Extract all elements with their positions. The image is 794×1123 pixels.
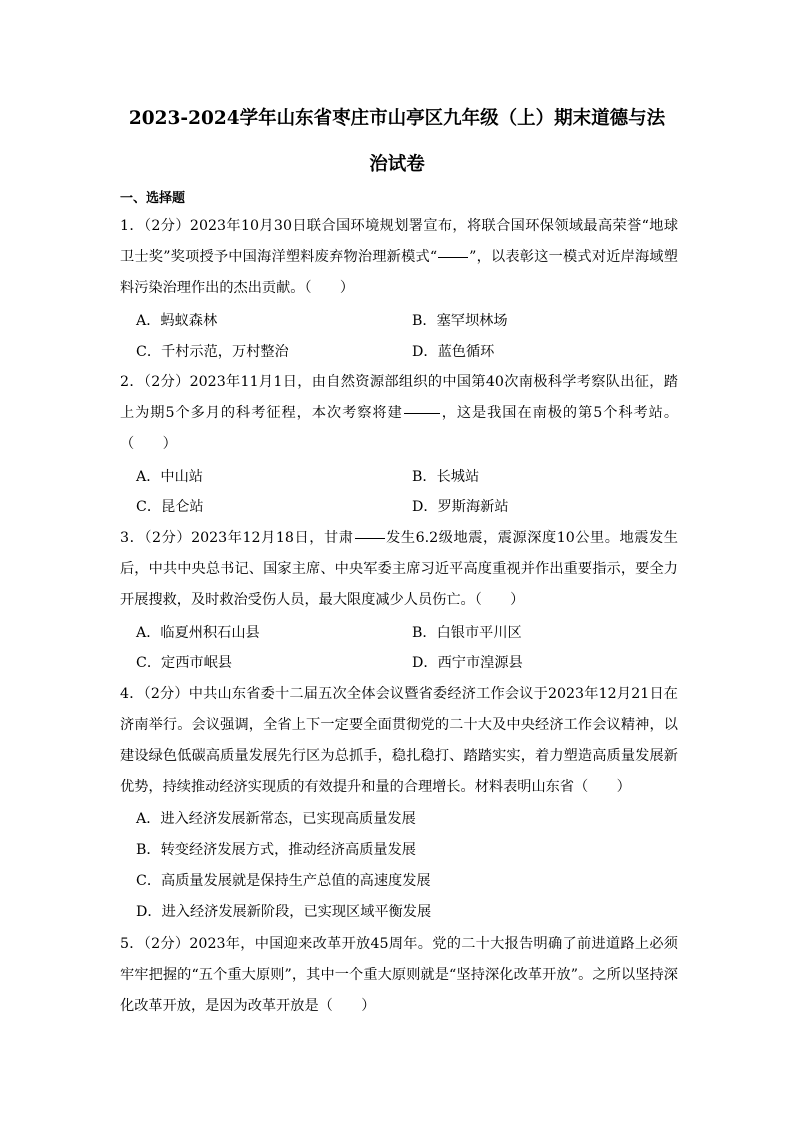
title-line-1: 2023-2024学年山东省枣庄市山亭区九年级（上）期末道德与法 (128, 108, 666, 129)
option-b: B．塞罕坝林场 (412, 313, 508, 329)
option-c: C．定西市岷县 (136, 655, 232, 671)
question-text: 2023年10月30日联合国环境规划署宣布，将联合国环保领域最高荣誉“地球卫士奖”奖项授予中国海洋塑料废弃物治理新模式“ (120, 218, 679, 265)
question-number: 4． (120, 686, 144, 702)
answer-blank (355, 537, 385, 539)
option-d: D．蓝色循环 (412, 344, 495, 360)
question-2 (120, 367, 678, 460)
question-score: （2分） (143, 686, 189, 702)
option-a: A．中山站 (136, 469, 203, 485)
option-d: D．进入经济发展新阶段，已实现区域平衡发展 (136, 904, 432, 920)
option-b: B．白银市平川区 (412, 625, 522, 641)
question-text: 2023年12月18日，甘肃 (191, 530, 354, 546)
question-number: 2． (120, 374, 144, 390)
option-c: C．高质量发展就是保持生产总值的高速度发展 (136, 873, 431, 889)
option-d: D．罗斯海新站 (412, 499, 509, 515)
option-d: D．西宁市湟源县 (412, 655, 523, 671)
option-b: B．长城站 (412, 469, 480, 485)
question-text: 2023年，中国迎来改革开放45周年。党的二十大报告明确了前进道路上必须牢牢把握的“五个重大原则”，其中一个重大原则就是“坚持深化改革开放”。之所以坚持深化改革开放，是因为改革开放是（ ） (120, 936, 678, 1014)
question-5 (120, 929, 678, 1022)
question-text: 中共山东省委十二届五次全体会议暨省委经济工作会议于2023年12月21日在济南举行。会议强调，全省上下一定要全面贯彻党的二十大及中央经济工作会议精神，以建设绿色低碳高质量发展先行区为总抓手，稳扎稳打、踏踏实实，着力塑造高质量发展新优势，持续推动经济实现质的有效提升和量的合理增长。材料表明山东省（ ） (120, 686, 678, 795)
question-score: （2分） (143, 936, 190, 952)
question-3 (120, 523, 678, 616)
option-c: C．千村示范，万村整治 (136, 344, 289, 360)
question-score: （2分） (143, 374, 190, 390)
question-text-cont: ”，以表彰这一模式对近岸海域塑料污染治理作出的杰出贡献。（ ） (120, 249, 678, 296)
question-4 (120, 679, 678, 803)
question-text-cont: 发生6.2级地震，震源深度10公里。地震发生后，中共中央总书记、国家主席、中央军委主席习近平高度重视并作出重要指示，要全力开展搜救，及时救治受伤人员，最大限度减少人员伤亡。（ ） (120, 530, 678, 608)
option-a: A．进入经济发展新常态，已实现高质量发展 (136, 811, 416, 827)
question-1 (120, 211, 678, 304)
question-text-cont: ，这是我国在南极的第5个科考站。（ ） (120, 405, 679, 452)
question-score: （2分） (144, 530, 192, 546)
answer-blank (438, 256, 468, 258)
title-line-2: 治试卷 (369, 154, 425, 175)
section-heading: 一、选择题 (120, 191, 186, 206)
question-number: 3． (120, 530, 145, 546)
question-score: （2分） (143, 218, 190, 234)
question-number: 1． (120, 218, 144, 234)
answer-blank (404, 412, 440, 414)
option-b: B．转变经济发展方式，推动经济高质量发展 (136, 842, 416, 858)
option-c: C．昆仑站 (136, 499, 204, 515)
option-a: A．临夏州积石山县 (136, 625, 260, 641)
exam-title (100, 96, 694, 188)
question-number: 5． (120, 936, 144, 952)
question-text: 2023年11月1日，由自然资源部组织的中国第40次南极科学考察队出征，踏上为期5个多月的科考征程，本次考察将建 (120, 374, 678, 421)
option-a: A．蚂蚁森林 (136, 313, 218, 329)
